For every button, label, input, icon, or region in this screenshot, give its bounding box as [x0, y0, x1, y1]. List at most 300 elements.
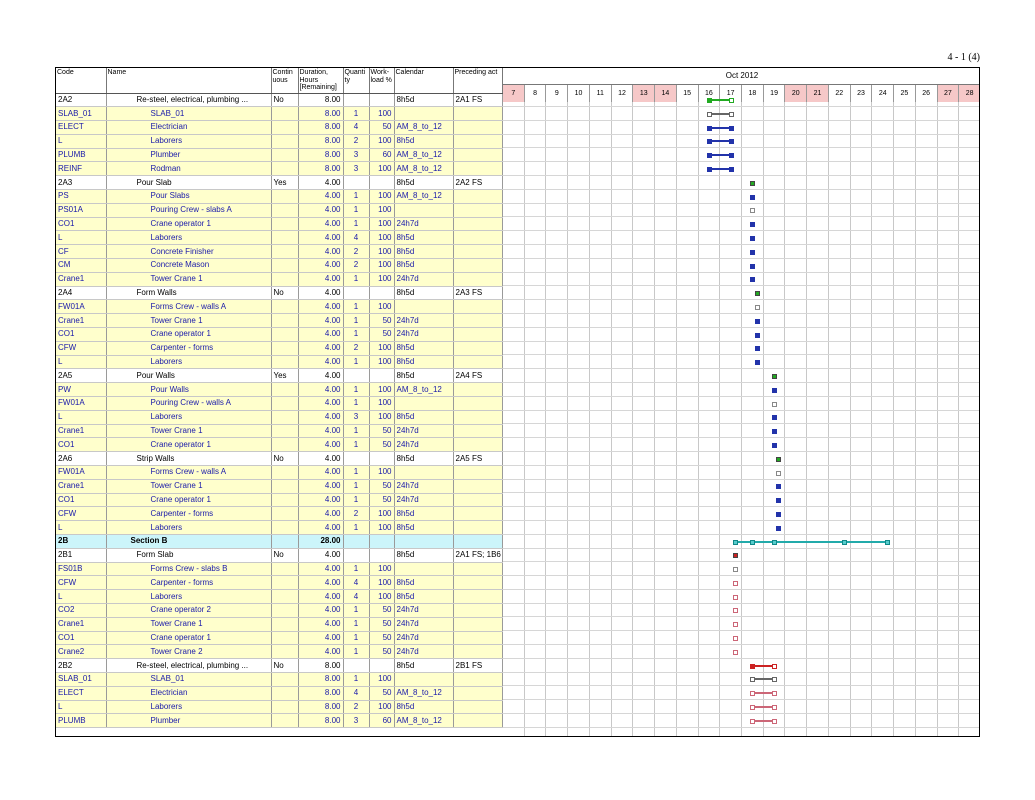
cell-preceding	[453, 383, 502, 397]
gantt-point[interactable]	[776, 471, 781, 476]
gantt-point[interactable]	[750, 208, 755, 213]
cell-continuous	[271, 479, 298, 493]
activity-row[interactable]	[56, 659, 502, 673]
gantt-wbs-node[interactable]	[733, 540, 738, 545]
cell-name: Form Walls	[106, 286, 271, 300]
gantt-row-line	[503, 589, 980, 590]
gantt-row-line	[503, 561, 980, 562]
cell-continuous	[271, 424, 298, 438]
resource-row[interactable]	[56, 383, 502, 397]
cell-preceding	[453, 493, 502, 507]
gantt-point[interactable]	[733, 553, 738, 558]
activity-row[interactable]	[56, 93, 502, 107]
cell-workload: 50	[369, 686, 394, 700]
cell-name: Strip Walls	[106, 452, 271, 466]
cell-preceding	[453, 190, 502, 204]
cell-workload: 60	[369, 714, 394, 728]
cell-calendar: 8h5d	[394, 341, 453, 355]
cell-name: Carpenter - forms	[106, 341, 271, 355]
cell-preceding	[453, 700, 502, 714]
gantt-point[interactable]	[733, 608, 738, 613]
cell-continuous	[271, 576, 298, 590]
cell-continuous	[271, 438, 298, 452]
resource-row[interactable]	[56, 603, 502, 617]
cell-code: CO1	[56, 631, 106, 645]
gantt-row-line	[503, 410, 980, 411]
wbs-row[interactable]	[56, 535, 502, 549]
timeline-day: 28	[959, 85, 980, 102]
gantt-wbs-node[interactable]	[885, 540, 890, 545]
cell-quantity	[343, 548, 369, 562]
gantt-dot[interactable]	[750, 222, 755, 227]
gantt-dot[interactable]	[772, 388, 777, 393]
resource-row[interactable]	[56, 410, 502, 424]
timeline-day: 22	[829, 85, 851, 102]
cell-duration: 8.00	[298, 700, 343, 714]
cell-calendar: 8h5d	[394, 576, 453, 590]
cell-name: Crane operator 2	[106, 603, 271, 617]
gantt-bar-start[interactable]	[707, 167, 712, 172]
gantt-row-line	[503, 203, 980, 204]
cell-quantity: 1	[343, 424, 369, 438]
cell-preceding	[453, 217, 502, 231]
resource-row[interactable]	[56, 355, 502, 369]
cell-calendar: 8h5d	[394, 521, 453, 535]
header-name[interactable]: Name	[106, 68, 271, 93]
cell-continuous: No	[271, 452, 298, 466]
cell-duration: 4.00	[298, 217, 343, 231]
resource-row[interactable]	[56, 203, 502, 217]
gantt-wbs-bar[interactable]	[735, 541, 887, 543]
cell-code: Crane1	[56, 314, 106, 328]
gantt-day-column	[633, 102, 655, 737]
cell-continuous	[271, 617, 298, 631]
gantt-dot[interactable]	[776, 526, 781, 531]
resource-row[interactable]	[56, 314, 502, 328]
cell-quantity: 2	[343, 341, 369, 355]
cell-code: PS01A	[56, 203, 106, 217]
timeline-day: 8	[525, 85, 547, 102]
cell-continuous	[271, 383, 298, 397]
cell-calendar: AM_8_to_12	[394, 190, 453, 204]
cell-duration: 4.00	[298, 286, 343, 300]
cell-name: Section B	[106, 535, 271, 549]
cell-continuous	[271, 300, 298, 314]
gantt-day-column	[612, 102, 634, 737]
gantt-dot[interactable]	[772, 415, 777, 420]
gantt-point[interactable]	[733, 636, 738, 641]
cell-workload: 100	[369, 562, 394, 576]
gantt-row-line	[503, 506, 980, 507]
header-preceding[interactable]: Preceding act	[453, 68, 502, 93]
cell-duration: 4.00	[298, 245, 343, 259]
resource-row[interactable]	[56, 617, 502, 631]
cell-continuous	[271, 341, 298, 355]
cell-continuous	[271, 259, 298, 273]
cell-name: Forms Crew - walls A	[106, 300, 271, 314]
gantt-row-line	[503, 299, 980, 300]
resource-row[interactable]	[56, 576, 502, 590]
resource-row[interactable]	[56, 341, 502, 355]
resource-row[interactable]	[56, 272, 502, 286]
gantt-bar-end[interactable]	[772, 677, 777, 682]
resource-row[interactable]	[56, 190, 502, 204]
cell-quantity: 1	[343, 217, 369, 231]
gantt-row-line	[503, 437, 980, 438]
cell-calendar: 8h5d	[394, 700, 453, 714]
cell-calendar	[394, 672, 453, 686]
resource-row[interactable]	[56, 397, 502, 411]
gantt-dot[interactable]	[755, 346, 760, 351]
resource-row[interactable]	[56, 424, 502, 438]
gantt-bar-start[interactable]	[707, 153, 712, 158]
resource-row[interactable]	[56, 479, 502, 493]
cell-calendar: 24h7d	[394, 645, 453, 659]
cell-code: CM	[56, 259, 106, 273]
cell-preceding	[453, 162, 502, 176]
cell-quantity	[343, 286, 369, 300]
cell-workload: 100	[369, 341, 394, 355]
cell-preceding	[453, 535, 502, 549]
gantt-row-line	[503, 175, 980, 176]
cell-workload: 100	[369, 410, 394, 424]
gantt-bar-start[interactable]	[707, 139, 712, 144]
gantt-day-column	[764, 102, 786, 737]
cell-code: 2A5	[56, 369, 106, 383]
header-quantity[interactable]: Quanti ty	[343, 68, 369, 93]
schedule-sheet	[55, 67, 980, 737]
cell-quantity: 2	[343, 700, 369, 714]
cell-calendar: 24h7d	[394, 272, 453, 286]
gantt-row-line	[503, 368, 980, 369]
resource-row[interactable]	[56, 507, 502, 521]
activity-row[interactable]	[56, 548, 502, 562]
resource-row[interactable]	[56, 645, 502, 659]
gantt-row-line	[503, 465, 980, 466]
gantt-dot[interactable]	[772, 429, 777, 434]
cell-calendar: 8h5d	[394, 659, 453, 673]
gantt-dot[interactable]	[750, 277, 755, 282]
cell-quantity	[343, 176, 369, 190]
cell-continuous	[271, 162, 298, 176]
timeline-day: 9	[546, 85, 568, 102]
header-continuous[interactable]: Contin uous	[271, 68, 298, 93]
table-header-row	[56, 68, 502, 93]
cell-quantity	[343, 659, 369, 673]
resource-row[interactable]	[56, 217, 502, 231]
resource-row[interactable]	[56, 686, 502, 700]
cell-quantity: 3	[343, 148, 369, 162]
cell-calendar: AM_8_to_12	[394, 714, 453, 728]
cell-continuous: No	[271, 93, 298, 107]
gantt-dot[interactable]	[776, 498, 781, 503]
header-duration[interactable]: Duration, Hours [Remaining]	[298, 68, 343, 93]
resource-row[interactable]	[56, 300, 502, 314]
cell-continuous	[271, 466, 298, 480]
cell-quantity: 1	[343, 107, 369, 121]
gantt-dot[interactable]	[750, 264, 755, 269]
activity-row[interactable]	[56, 176, 502, 190]
timeline-day: 16	[699, 85, 721, 102]
cell-workload: 100	[369, 672, 394, 686]
cell-code: CO1	[56, 217, 106, 231]
gantt-row-line	[503, 575, 980, 576]
cell-calendar: 8h5d	[394, 286, 453, 300]
gantt-point[interactable]	[750, 181, 755, 186]
resource-row[interactable]	[56, 148, 502, 162]
cell-code: 2A4	[56, 286, 106, 300]
cell-code: SLAB_01	[56, 672, 106, 686]
cell-calendar: 24h7d	[394, 631, 453, 645]
cell-calendar: 8h5d	[394, 355, 453, 369]
timeline-day: 20	[785, 85, 807, 102]
cell-workload: 50	[369, 645, 394, 659]
cell-preceding	[453, 479, 502, 493]
gantt-dot[interactable]	[750, 236, 755, 241]
cell-preceding	[453, 562, 502, 576]
resource-row[interactable]	[56, 466, 502, 480]
resource-row[interactable]	[56, 107, 502, 121]
gantt-dot[interactable]	[755, 333, 760, 338]
gantt-row-line	[503, 451, 980, 452]
gantt-wbs-node[interactable]	[842, 540, 847, 545]
cell-name: Crane operator 1	[106, 493, 271, 507]
resource-row[interactable]	[56, 231, 502, 245]
activity-row[interactable]	[56, 452, 502, 466]
cell-name: Forms Crew - slabs B	[106, 562, 271, 576]
resource-row[interactable]	[56, 631, 502, 645]
cell-duration: 8.00	[298, 121, 343, 135]
cell-quantity: 4	[343, 231, 369, 245]
gantt-point[interactable]	[733, 650, 738, 655]
gantt-day-column	[938, 102, 960, 737]
gantt-bar-start[interactable]	[707, 126, 712, 131]
resource-row[interactable]	[56, 672, 502, 686]
cell-preceding	[453, 631, 502, 645]
cell-code: PLUMB	[56, 148, 106, 162]
cell-duration: 4.00	[298, 397, 343, 411]
gantt-bar-start[interactable]	[750, 677, 755, 682]
gantt-day-column	[720, 102, 742, 737]
gantt-day-column	[655, 102, 677, 737]
gantt-bar-end[interactable]	[729, 126, 734, 131]
gantt-day-column	[851, 102, 873, 737]
cell-preceding	[453, 397, 502, 411]
header-workload[interactable]: Work-load %	[369, 68, 394, 93]
cell-calendar: 8h5d	[394, 93, 453, 107]
gantt-row-line	[503, 603, 980, 604]
cell-quantity: 1	[343, 203, 369, 217]
cell-workload: 100	[369, 231, 394, 245]
gantt-bar-start[interactable]	[750, 719, 755, 724]
gantt-dot[interactable]	[772, 443, 777, 448]
cell-name: Crane operator 1	[106, 217, 271, 231]
cell-preceding	[453, 521, 502, 535]
gantt-point[interactable]	[776, 457, 781, 462]
gantt-dot[interactable]	[755, 360, 760, 365]
cell-workload: 100	[369, 576, 394, 590]
cell-quantity: 1	[343, 617, 369, 631]
resource-row[interactable]	[56, 162, 502, 176]
gantt-dot[interactable]	[776, 484, 781, 489]
resource-row[interactable]	[56, 328, 502, 342]
gantt-bar-end[interactable]	[729, 139, 734, 144]
gantt-point[interactable]	[772, 374, 777, 379]
resource-row[interactable]	[56, 121, 502, 135]
resource-row[interactable]	[56, 590, 502, 604]
gantt-bar-start[interactable]	[750, 691, 755, 696]
gantt-bar-start[interactable]	[750, 705, 755, 710]
activity-row[interactable]	[56, 369, 502, 383]
timeline-day: 26	[916, 85, 938, 102]
resource-row[interactable]	[56, 562, 502, 576]
cell-quantity: 2	[343, 259, 369, 273]
gantt-row-line	[503, 644, 980, 645]
resource-row[interactable]	[56, 245, 502, 259]
gantt-bar-start[interactable]	[750, 664, 755, 669]
resource-row[interactable]	[56, 700, 502, 714]
cell-name: Laborers	[106, 590, 271, 604]
cell-calendar: 24h7d	[394, 314, 453, 328]
resource-row[interactable]	[56, 259, 502, 273]
cell-name: Pour Walls	[106, 369, 271, 383]
cell-workload: 100	[369, 203, 394, 217]
cell-continuous	[271, 631, 298, 645]
gantt-row-line	[503, 147, 980, 148]
gantt-point[interactable]	[772, 402, 777, 407]
cell-calendar: 8h5d	[394, 259, 453, 273]
cell-code: L	[56, 521, 106, 535]
gantt-dot[interactable]	[755, 319, 760, 324]
cell-name: Tower Crane 2	[106, 645, 271, 659]
gantt-day-column	[568, 102, 590, 737]
cell-calendar	[394, 203, 453, 217]
cell-calendar	[394, 107, 453, 121]
gantt-bar-start[interactable]	[707, 98, 712, 103]
cell-duration: 4.00	[298, 383, 343, 397]
cell-preceding	[453, 590, 502, 604]
cell-duration: 4.00	[298, 424, 343, 438]
cell-workload: 50	[369, 603, 394, 617]
activity-row[interactable]	[56, 286, 502, 300]
gantt-wbs-node[interactable]	[750, 540, 755, 545]
resource-row[interactable]	[56, 714, 502, 728]
gantt-row-line	[503, 313, 980, 314]
cell-continuous	[271, 603, 298, 617]
cell-code: L	[56, 355, 106, 369]
resource-row[interactable]	[56, 438, 502, 452]
resource-row[interactable]	[56, 134, 502, 148]
cell-duration: 4.00	[298, 452, 343, 466]
cell-duration: 4.00	[298, 176, 343, 190]
gantt-bar-end[interactable]	[772, 705, 777, 710]
cell-preceding	[453, 259, 502, 273]
cell-preceding	[453, 328, 502, 342]
cell-duration: 8.00	[298, 148, 343, 162]
gantt-dot[interactable]	[776, 512, 781, 517]
cell-preceding	[453, 424, 502, 438]
cell-duration: 4.00	[298, 314, 343, 328]
cell-duration: 8.00	[298, 672, 343, 686]
cell-code: 2B	[56, 535, 106, 549]
cell-workload	[369, 659, 394, 673]
cell-quantity: 4	[343, 590, 369, 604]
gantt-bar-end[interactable]	[729, 153, 734, 158]
cell-continuous	[271, 493, 298, 507]
gantt-day-column	[590, 102, 612, 737]
activity-table	[56, 68, 503, 728]
cell-preceding	[453, 134, 502, 148]
cell-workload: 100	[369, 300, 394, 314]
cell-calendar: 24h7d	[394, 493, 453, 507]
resource-row[interactable]	[56, 493, 502, 507]
cell-duration: 4.00	[298, 300, 343, 314]
gantt-bar-end[interactable]	[729, 98, 734, 103]
gantt-dot[interactable]	[750, 195, 755, 200]
gantt-bar-end[interactable]	[772, 664, 777, 669]
gantt-point[interactable]	[733, 622, 738, 627]
cell-duration: 4.00	[298, 576, 343, 590]
cell-name: Laborers	[106, 410, 271, 424]
gantt-point[interactable]	[755, 291, 760, 296]
cell-quantity: 1	[343, 562, 369, 576]
cell-preceding	[453, 603, 502, 617]
gantt-row-line	[503, 630, 980, 631]
cell-code: Crane1	[56, 479, 106, 493]
cell-code: PW	[56, 383, 106, 397]
cell-duration: 4.00	[298, 466, 343, 480]
cell-preceding	[453, 507, 502, 521]
gantt-bar-end[interactable]	[729, 167, 734, 172]
gantt-wbs-node[interactable]	[772, 540, 777, 545]
cell-quantity: 1	[343, 479, 369, 493]
gantt-bar-end[interactable]	[772, 691, 777, 696]
timeline-day: 18	[742, 85, 764, 102]
resource-row[interactable]	[56, 521, 502, 535]
cell-preceding	[453, 300, 502, 314]
gantt-bar-start[interactable]	[707, 112, 712, 117]
cell-duration: 4.00	[298, 438, 343, 452]
cell-calendar: 8h5d	[394, 134, 453, 148]
gantt-bar-end[interactable]	[729, 112, 734, 117]
gantt-dot[interactable]	[750, 250, 755, 255]
gantt-point[interactable]	[733, 595, 738, 600]
cell-name: Crane operator 1	[106, 328, 271, 342]
gantt-bar-end[interactable]	[772, 719, 777, 724]
header-calendar[interactable]: Calendar	[394, 68, 453, 93]
cell-preceding: 2B1 FS	[453, 659, 502, 673]
cell-workload	[369, 535, 394, 549]
cell-name: Rodman	[106, 162, 271, 176]
cell-duration: 8.00	[298, 714, 343, 728]
gantt-row-line	[503, 423, 980, 424]
header-code[interactable]: Code	[56, 68, 106, 93]
cell-workload	[369, 176, 394, 190]
gantt-row-line	[503, 230, 980, 231]
cell-code: PS	[56, 190, 106, 204]
cell-continuous	[271, 562, 298, 576]
cell-workload: 100	[369, 245, 394, 259]
gantt-row-line	[503, 534, 980, 535]
cell-workload	[369, 548, 394, 562]
cell-preceding	[453, 686, 502, 700]
cell-preceding: 2A5 FS	[453, 452, 502, 466]
gantt-point[interactable]	[733, 567, 738, 572]
timeline-day: 19	[764, 85, 786, 102]
gantt-point[interactable]	[733, 581, 738, 586]
gantt-point[interactable]	[755, 305, 760, 310]
cell-quantity: 1	[343, 603, 369, 617]
